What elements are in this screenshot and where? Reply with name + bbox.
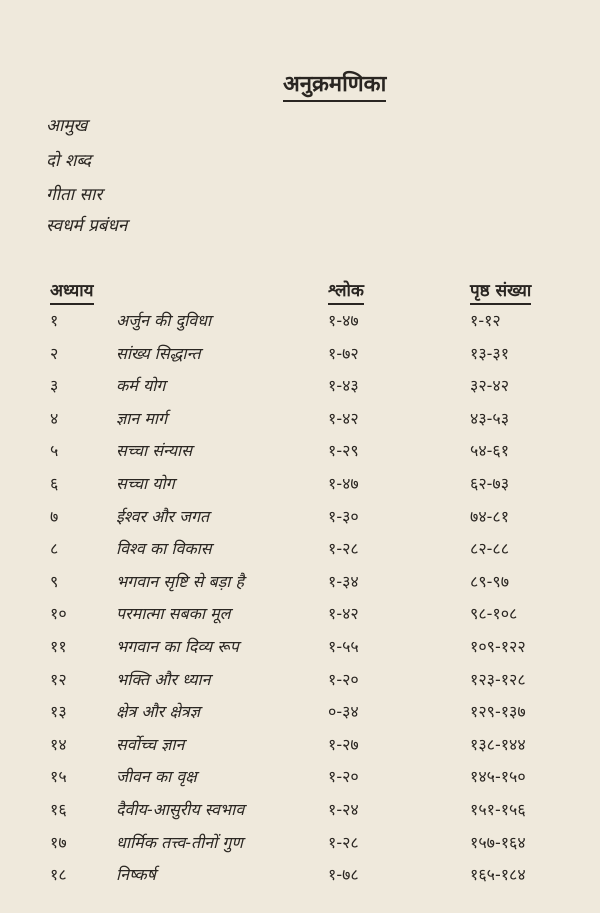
chapter-name: निष्कर्ष: [116, 865, 156, 885]
chapter-name: भगवान सृष्टि से बड़ा है: [116, 571, 244, 591]
shloka-column-header: श्लोक: [328, 278, 364, 305]
shloka-range: १-२०: [328, 767, 359, 787]
chapter-name: जीवन का वृक्ष: [116, 767, 197, 787]
chapter-column-header: अध्याय: [50, 278, 94, 305]
shloka-range: १-४७: [328, 311, 359, 330]
page-range: १२९-१३७: [470, 702, 526, 722]
chapter-name: कर्म योग: [116, 376, 166, 396]
chapter-name: दैवीय-आसुरीय स्वभाव: [116, 800, 245, 819]
chapter-name: भगवान का दिव्य रूप: [116, 637, 239, 656]
table-row: [0, 635, 600, 667]
front-matter-item: दो शब्द: [46, 151, 92, 171]
front-matter-item: आमुख: [46, 116, 88, 136]
shloka-range: १-३०: [328, 506, 359, 526]
shloka-range: १-५५: [328, 637, 359, 656]
page-range: ८२-८८: [470, 539, 510, 559]
chapter-name: ज्ञान मार्ग: [116, 408, 168, 428]
page-range: १०९-१२२: [470, 637, 526, 656]
page-range: १३-३१: [470, 343, 510, 363]
chapter-name: परमात्मा सबका मूल: [116, 604, 231, 624]
shloka-range: १-४२: [328, 604, 359, 624]
table-row: [0, 374, 600, 406]
shloka-range: १-७८: [328, 865, 359, 885]
page-range: ८९-९७: [470, 571, 510, 591]
table-row: [0, 309, 600, 341]
shloka-range: १-४३: [328, 376, 359, 396]
shloka-range: १-२४: [328, 800, 359, 819]
chapter-number: १२: [50, 669, 67, 689]
chapter-name: ईश्वर और जगत: [116, 506, 210, 526]
table-row: [0, 765, 600, 797]
chapter-number: ११: [50, 637, 67, 656]
shloka-range: १-३४: [328, 571, 359, 591]
shloka-range: १-२९: [328, 441, 359, 461]
chapter-name: सच्चा संन्यास: [116, 441, 193, 461]
chapter-name: सच्चा योग: [116, 474, 175, 493]
table-row: [0, 505, 600, 537]
chapter-name: अर्जुन की दुविधा: [116, 311, 212, 330]
chapter-number: २: [50, 343, 59, 363]
shloka-range: १-२०: [328, 669, 359, 689]
chapter-name: सर्वोच्च ज्ञान: [116, 734, 185, 754]
page-range: ७४-८१: [470, 506, 510, 526]
page-range: १-१२: [470, 311, 501, 330]
chapter-number: १८: [50, 865, 67, 885]
shloka-range: १-४७: [328, 474, 359, 493]
shloka-range: १-७२: [328, 343, 359, 363]
chapter-number: १६: [50, 800, 67, 819]
page-range: १५७-१६४: [470, 832, 526, 852]
shloka-range: १-४२: [328, 408, 359, 428]
chapter-number: ६: [50, 474, 59, 493]
chapter-name: विश्व का विकास: [116, 539, 212, 559]
chapter-name: क्षेत्र और क्षेत्रज्ञ: [116, 702, 200, 722]
page-range: ४३-५३: [470, 408, 510, 428]
page-column-header: पृष्ठ संख्या: [470, 278, 531, 305]
chapter-number: ८: [50, 539, 59, 559]
shloka-range: १-२८: [328, 832, 359, 852]
table-row: [0, 700, 600, 732]
table-row: [0, 342, 600, 374]
table-row: [0, 537, 600, 569]
table-row: [0, 570, 600, 602]
chapter-number: १४: [50, 734, 67, 754]
chapter-number: ४: [50, 408, 59, 428]
table-row: [0, 439, 600, 471]
page-range: ६२-७३: [470, 474, 510, 493]
table-row: [0, 798, 600, 830]
table-row: [0, 863, 600, 895]
table-row: [0, 472, 600, 504]
shloka-range: १-२८: [328, 539, 359, 559]
table-row: [0, 733, 600, 765]
chapter-number: ५: [50, 441, 59, 461]
page-title: अनुक्रमणिका: [283, 68, 386, 102]
chapter-number: ९: [50, 571, 59, 591]
chapter-name: धार्मिक तत्त्व-तीनों गुण: [116, 832, 243, 852]
chapter-number: १५: [50, 767, 67, 787]
page-range: ९८-१०८: [470, 604, 518, 624]
page-range: १३८-१४४: [470, 734, 526, 754]
table-row: [0, 831, 600, 863]
shloka-range: ०-३४: [328, 702, 359, 722]
chapter-number: १: [50, 311, 59, 330]
chapter-name: सांख्य सिद्धान्त: [116, 343, 201, 363]
table-row: [0, 602, 600, 634]
chapter-number: ७: [50, 506, 59, 526]
front-matter-item: गीता सार: [46, 185, 103, 205]
chapter-number: १३: [50, 702, 67, 722]
page-range: १६५-१८४: [470, 865, 526, 885]
page-range: १२३-१२८: [470, 669, 526, 689]
page-range: १५१-१५६: [470, 800, 526, 819]
chapter-name: भक्ति और ध्यान: [116, 669, 211, 689]
front-matter-item: स्वधर्म प्रबंधन: [46, 216, 128, 236]
table-row: [0, 407, 600, 439]
chapter-number: १०: [50, 604, 67, 624]
page-range: ३२-४२: [470, 376, 510, 396]
table-row: [0, 668, 600, 700]
shloka-range: १-२७: [328, 734, 359, 754]
page-range: १४५-१५०: [470, 767, 526, 787]
page-range: ५४-६१: [470, 441, 510, 461]
chapter-number: १७: [50, 832, 67, 852]
chapter-number: ३: [50, 376, 59, 396]
